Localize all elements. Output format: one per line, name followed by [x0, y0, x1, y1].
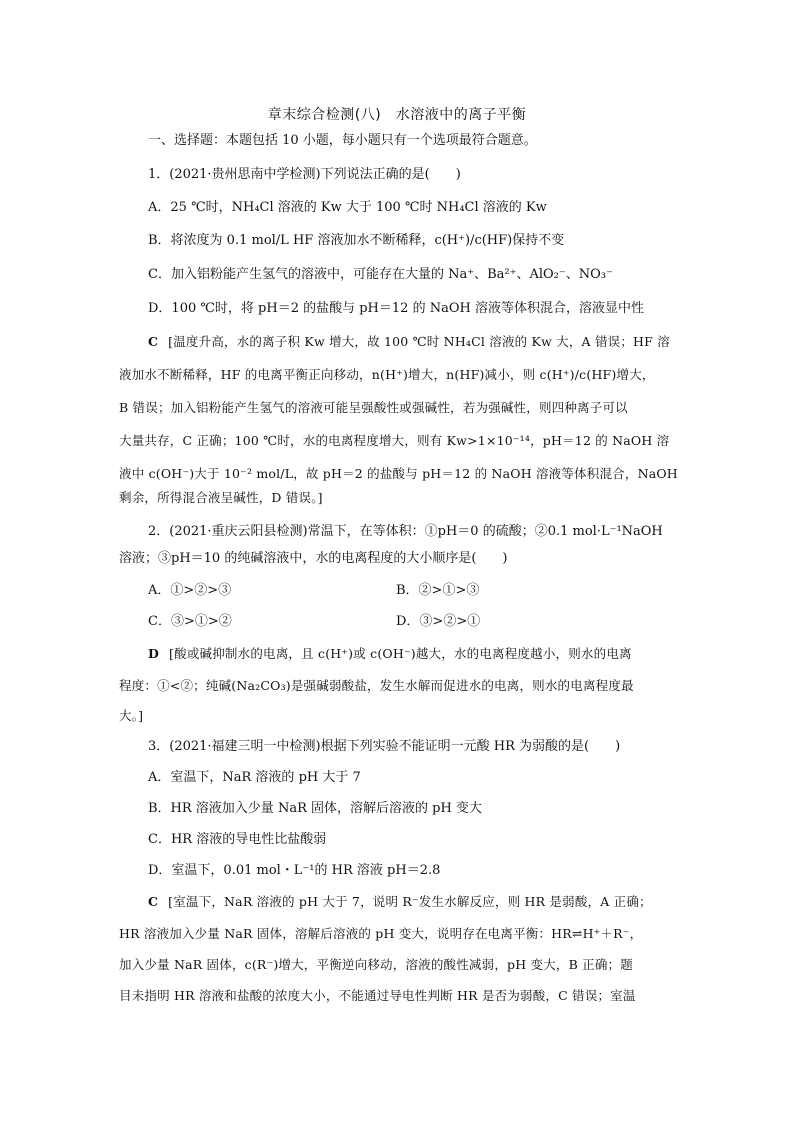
- q2-option-b: B．②>①>③: [396, 583, 480, 598]
- q2-stem: 2．(2021·重庆云阳县检测)常温下，在等体积：①pH＝0 的硫酸；②0.1 mol·L⁻¹NaOH: [148, 524, 663, 539]
- q2-explanation-3: 大。]: [119, 708, 144, 723]
- q2-explanation: [酸或碱抑制水的电离，且 c(H⁺)或 c(OH⁻)越大，水的电离程度越小，则水的电离: [169, 646, 632, 661]
- q2-stem-2: 溶液；③pH＝10 的纯碱溶液中，水的电离程度的大小顺序是( ): [119, 551, 508, 566]
- q1-option-a: A．25 ℃时，NH₄Cl 溶液的 Kw 大于 100 ℃时 NH₄Cl 溶液的 Kw: [148, 200, 547, 215]
- q2-option-c: C．③>①>②: [148, 614, 232, 629]
- q2-answer-line: [148, 645, 678, 663]
- q3-stem: 3．(2021·福建三明一中检测)根据下列实验不能证明一元酸 HR 为弱酸的是( ): [148, 739, 621, 754]
- q1-explanation-2: 液加水不断稀释，HF 的电离平衡正向移动，n(H⁺)增大，n(HF)减小，则 c(H⁺)/c(HF)增大，: [119, 367, 655, 382]
- q3-option-b: B．HR 溶液加入少量 NaR 固体，溶解后溶液的 pH 变大: [148, 801, 482, 816]
- q3-option-c: C．HR 溶液的导电性比盐酸弱: [148, 832, 327, 847]
- q1-explanation-5: 液中 c(OH⁻)大于 10⁻² mol/L，故 pH＝2 的盐酸与 pH＝12 的 NaOH 溶液等体积混合，NaOH: [119, 466, 678, 481]
- q1-answer-line: [148, 333, 678, 351]
- q1-explanation-3: B 错误；加入铝粉能产生氢气的溶液可能呈强酸性或强碱性，若为强碱性，则四种离子可以: [119, 400, 628, 415]
- q1-explanation-4: 大量共存，C 正确；100 ℃时，水的电离程度增大，则有 Kw>1×10⁻¹⁴，pH＝12 的 NaOH 溶: [119, 433, 670, 448]
- q1-answer-key: C: [148, 334, 159, 349]
- q2-explanation-2: 程度：①<②；纯碱(Na₂CO₃)是强碱弱酸盐，发生水解而促进水的电离，则水的电离程度最: [119, 678, 634, 693]
- q2-options-row-2: [148, 613, 678, 631]
- q3-answer-line: [148, 893, 678, 911]
- q3-explanation-4: 目未指明 HR 溶液和盐酸的浓度大小，不能通过导电性判断 HR 是否为弱酸，C 错误；室温: [119, 988, 636, 1003]
- page-title: 章末综合检测(八) 水溶液中的离子平衡: [267, 107, 527, 123]
- q1-stem: 1．(2021·贵州思南中学检测)下列说法正确的是( ): [148, 167, 461, 182]
- q3-explanation: [室温下，NaR 溶液的 pH 大于 7，说明 R⁻发生水解反应，则 HR 是弱酸，A 正确；: [168, 894, 652, 909]
- q1-explanation-6: 剩余，所得混合液呈碱性，D 错误。]: [119, 490, 323, 505]
- q3-explanation-2: HR 溶液加入少量 NaR 固体，溶解后溶液的 pH 变大，说明存在电离平衡：HR⇌H⁺＋R⁻，: [119, 926, 643, 941]
- q3-option-a: A．室温下，NaR 溶液的 pH 大于 7: [148, 770, 361, 785]
- q3-answer-key: C: [148, 894, 159, 909]
- q1-option-b: B．将浓度为 0.1 mol/L HF 溶液加水不断稀释，c(H⁺)/c(HF)保持不变: [148, 233, 565, 248]
- q1-option-c: C．加入铝粉能产生氢气的溶液中，可能存在大量的 Na⁺、Ba²⁺、AlO₂⁻、NO₃⁻: [148, 267, 613, 282]
- q1-option-d: D．100 ℃时，将 pH＝2 的盐酸与 pH＝12 的 NaOH 溶液等体积混合，溶液显中性: [148, 301, 644, 316]
- q3-explanation-3: 加入少量 NaR 固体，c(R⁻)增大，平衡逆向移动，溶液的酸性减弱，pH 变大，B 正确；题: [119, 957, 633, 972]
- q2-options-row-1: [148, 582, 678, 600]
- section-heading: 一、选择题：本题包括 10 小题，每小题只有一个选项最符合题意。: [148, 133, 537, 148]
- q3-option-d: D．室温下，0.01 mol・L⁻¹的 HR 溶液 pH＝2.8: [148, 863, 441, 878]
- q2-answer-key: D: [148, 646, 160, 661]
- q1-explanation: [温度升高，水的离子积 Kw 增大，故 100 ℃时 NH₄Cl 溶液的 Kw 大，A 错误；HF 溶: [168, 334, 670, 349]
- q2-option-d: D．③>②>①: [396, 614, 481, 629]
- q2-option-a: A．①>②>③: [148, 583, 232, 598]
